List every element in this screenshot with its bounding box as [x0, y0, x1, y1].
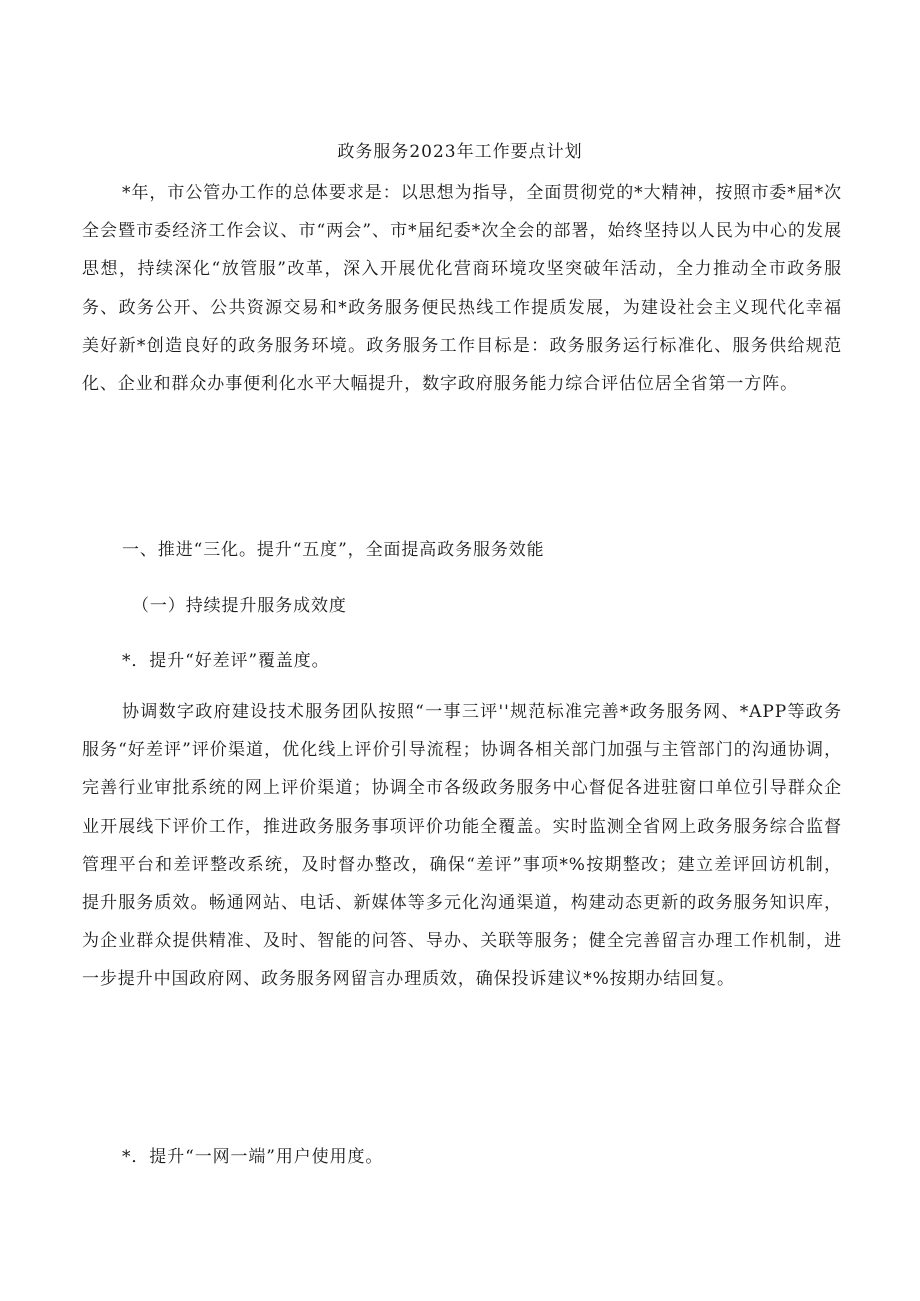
section-heading: 一、推进“三化。提升“五度”，全面提高政务服务效能 — [122, 540, 545, 560]
intro-paragraph: *年，市公管办工作的总体要求是：以思想为指导，全面贯彻党的*大精神，按照市委*届*次全会暨市委经济工作会议、市“两会”、市*届纪委*次全会的部署，始终坚持以人民为中心的发展思想，持续深化“放管服”改革，深入开展优化营商环境攻坚突破年活动，全力推动全市政务服务、政务公开、公共资源交易和*政务服务便民热线工作提质发展，为建设社会主义现代化幸福美好新*创造良好的政务服务环境。政务服务工作目标是：政务服务运行标准化、服务供给规范化、企业和群众办事便利化水平大幅提升，数字政府服务能力综合评估位居全省第一方阵。 — [82, 183, 842, 395]
item-body-1: 协调数字政府建设技术服务团队按照“一事三评''规范标准完善*政务服务网、*APP等政务服务“好差评”评价渠道，优化线上评价引导流程；协调各相关部门加强与主管部门的沟通协调，完善行业审批系统的网上评价渠道；协调全市各级政务服务中心督促各进驻窗口单位引导群众企业开展线下评价工作，推进政务服务事项评价功能全覆盖。实时监测全省网上政务服务综合监督管理平台和差评整改系统，及时督办整改，确保“差评”事项*%按期整改；建立差评回访机制，提升服务质效。畅通网站、电话、新媒体等多元化沟通渠道，构建动态更新的政务服务知识库，为企业群众提供精准、及时、智能的问答、导办、关联等服务；健全完善留言办理工作机制，进一步提升中国政府网、政务服务网留言办理质效，确保投诉建议*%按期办结回复。 — [82, 702, 842, 990]
item-heading-1: *．提升“好差评”覆盖度。 — [122, 651, 330, 671]
document-title: 政务服务2023年工作要点计划 — [337, 142, 583, 162]
item-heading-2: *．提升“一网一端”用户使用度。 — [122, 1147, 384, 1167]
subsection-heading: （一）持续提升服务成效度 — [132, 596, 347, 616]
